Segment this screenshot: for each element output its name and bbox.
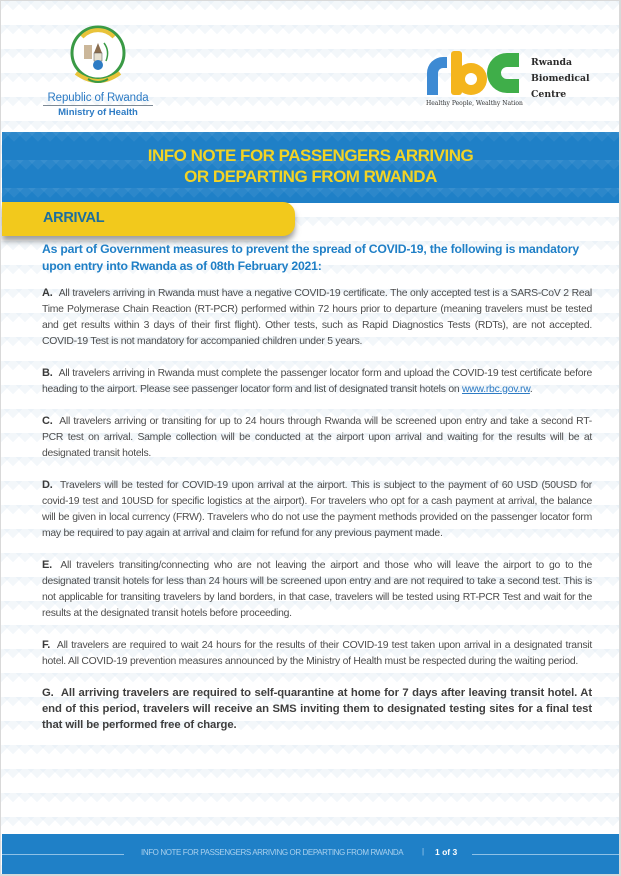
item-letter: C. [42, 415, 53, 427]
rbc-wordmark-icon [425, 51, 521, 95]
item-letter: G. [42, 687, 54, 699]
republic-of-rwanda-label: Republic of Rwanda [47, 92, 149, 104]
item-letter: B. [42, 367, 53, 379]
item-letter: F. [42, 639, 51, 651]
rbc-name-line: Centre [531, 89, 567, 100]
item-text: All travelers arriving in Rwanda must have a negative COVID-19 certificate. The only accepted test is a SARS-CoV 2 Real Time Polymerase Chain Reaction (RT-PCR) performed within 72 hours prior to departure (meaning travelers must be tested and get results within 3 days of their first flight). Other tests, such as Rapid Diagnostics Tests (RDTs), are not accepted. COVID-19 Test is not mandatory for accompanied children under 5 years. [42, 288, 592, 347]
item-text: Travelers will be tested for COVID-19 upon arrival at the airport. This is subject to the payment of 60 USD (50USD for covid-19 test and 10USD for specific logistics at the airport). For travelers who opt for a cash payment at arrival, the balance will be given in local currency (FRW). Travelers who do not use the payment methods provided on the passenger locator form may be required to pay again at arrival and claim for refund for any previous payment made. [42, 480, 592, 539]
item-text-end: . [529, 384, 533, 395]
item-text: All travelers are required to wait 24 hours for the results of their COVID-19 test taken upon arrival in a designated transit hotel. All COVID-19 prevention measures announced by the Ministry of Health must be respected during the waiting period. [42, 640, 592, 667]
footer-rule-left [2, 854, 124, 855]
list-item [42, 637, 592, 670]
item-text: All travelers arriving in Rwanda must complete the passenger locator form and upload the COVID-19 test certificate before heading to the airport. Please see passenger locator form and list of designated transit hotels on [42, 368, 592, 395]
item-text: All travelers arriving or transiting for up to 24 hours through Rwanda will be screened upon entry and take a second RT-PCR test on arrival. Sample collection will be conducted at the airport upon arrival and waiting for the results will be at designated transit hotels. [42, 416, 592, 459]
intro-paragraph: As part of Government measures to prevent the spread of COVID-19, the following is mandatory upon entry into Rwanda as of 08th February 2021: [42, 242, 579, 273]
list-item [42, 413, 592, 462]
title-line-2: OR DEPARTING FROM RWANDA [184, 167, 437, 186]
page-number: 1 of 3 [435, 847, 458, 857]
list-item [42, 477, 592, 542]
item-text: All travelers transiting/connecting who are not leaving the airport and those who will leave the airport to go to the designated transit hotels for less than 24 hours will be screened upon entry and are not required to take a second test. This is not applicable for transiting travelers by land borders, in that case, travelers will be tested using RT-PCR Test and wait for the results at the designated transit hotels before proceeding. [42, 560, 592, 619]
rwanda-coat-of-arms-icon [68, 23, 128, 89]
list-item [42, 285, 592, 350]
section-tab-arrival [2, 202, 295, 236]
page-footer [2, 834, 619, 874]
rbc-name-line: Biomedical [531, 73, 590, 84]
item-text: All arriving travelers are required to self-quarantine at home for 7 days after leaving transit hotel. At end of this period, travelers will receive an SMS inviting them to designated testing sites for a final test that will be performed free of charge. [42, 687, 592, 731]
section-label: ARRIVAL [43, 210, 105, 226]
rbc-name-line: Rwanda [531, 57, 573, 68]
logo-divider [43, 105, 153, 106]
footer-title: INFO NOTE FOR PASSENGERS ARRIVING OR DEPARTING FROM RWANDA [141, 848, 404, 857]
rbc-logo [425, 51, 615, 111]
item-letter: A. [42, 287, 53, 299]
item-letter: D. [42, 479, 53, 491]
item-letter: E. [42, 559, 52, 571]
requirements-list [42, 285, 592, 748]
ministry-of-health-logo [41, 23, 155, 118]
rbc-website-link[interactable]: www.rbc.gov.rw [462, 384, 530, 395]
footer-rule-right [472, 854, 619, 855]
ministry-of-health-label: Ministry of Health [58, 107, 138, 118]
document-page [1, 1, 619, 874]
rbc-tagline: Healthy People, Wealthy Nation [426, 100, 523, 107]
footer-separator: | [422, 847, 425, 856]
title-banner [2, 132, 619, 203]
title-line-1: INFO NOTE FOR PASSENGERS ARRIVING [147, 146, 474, 165]
list-item [42, 685, 592, 733]
rbc-name [531, 55, 590, 103]
list-item [42, 365, 592, 398]
list-item [42, 557, 592, 622]
